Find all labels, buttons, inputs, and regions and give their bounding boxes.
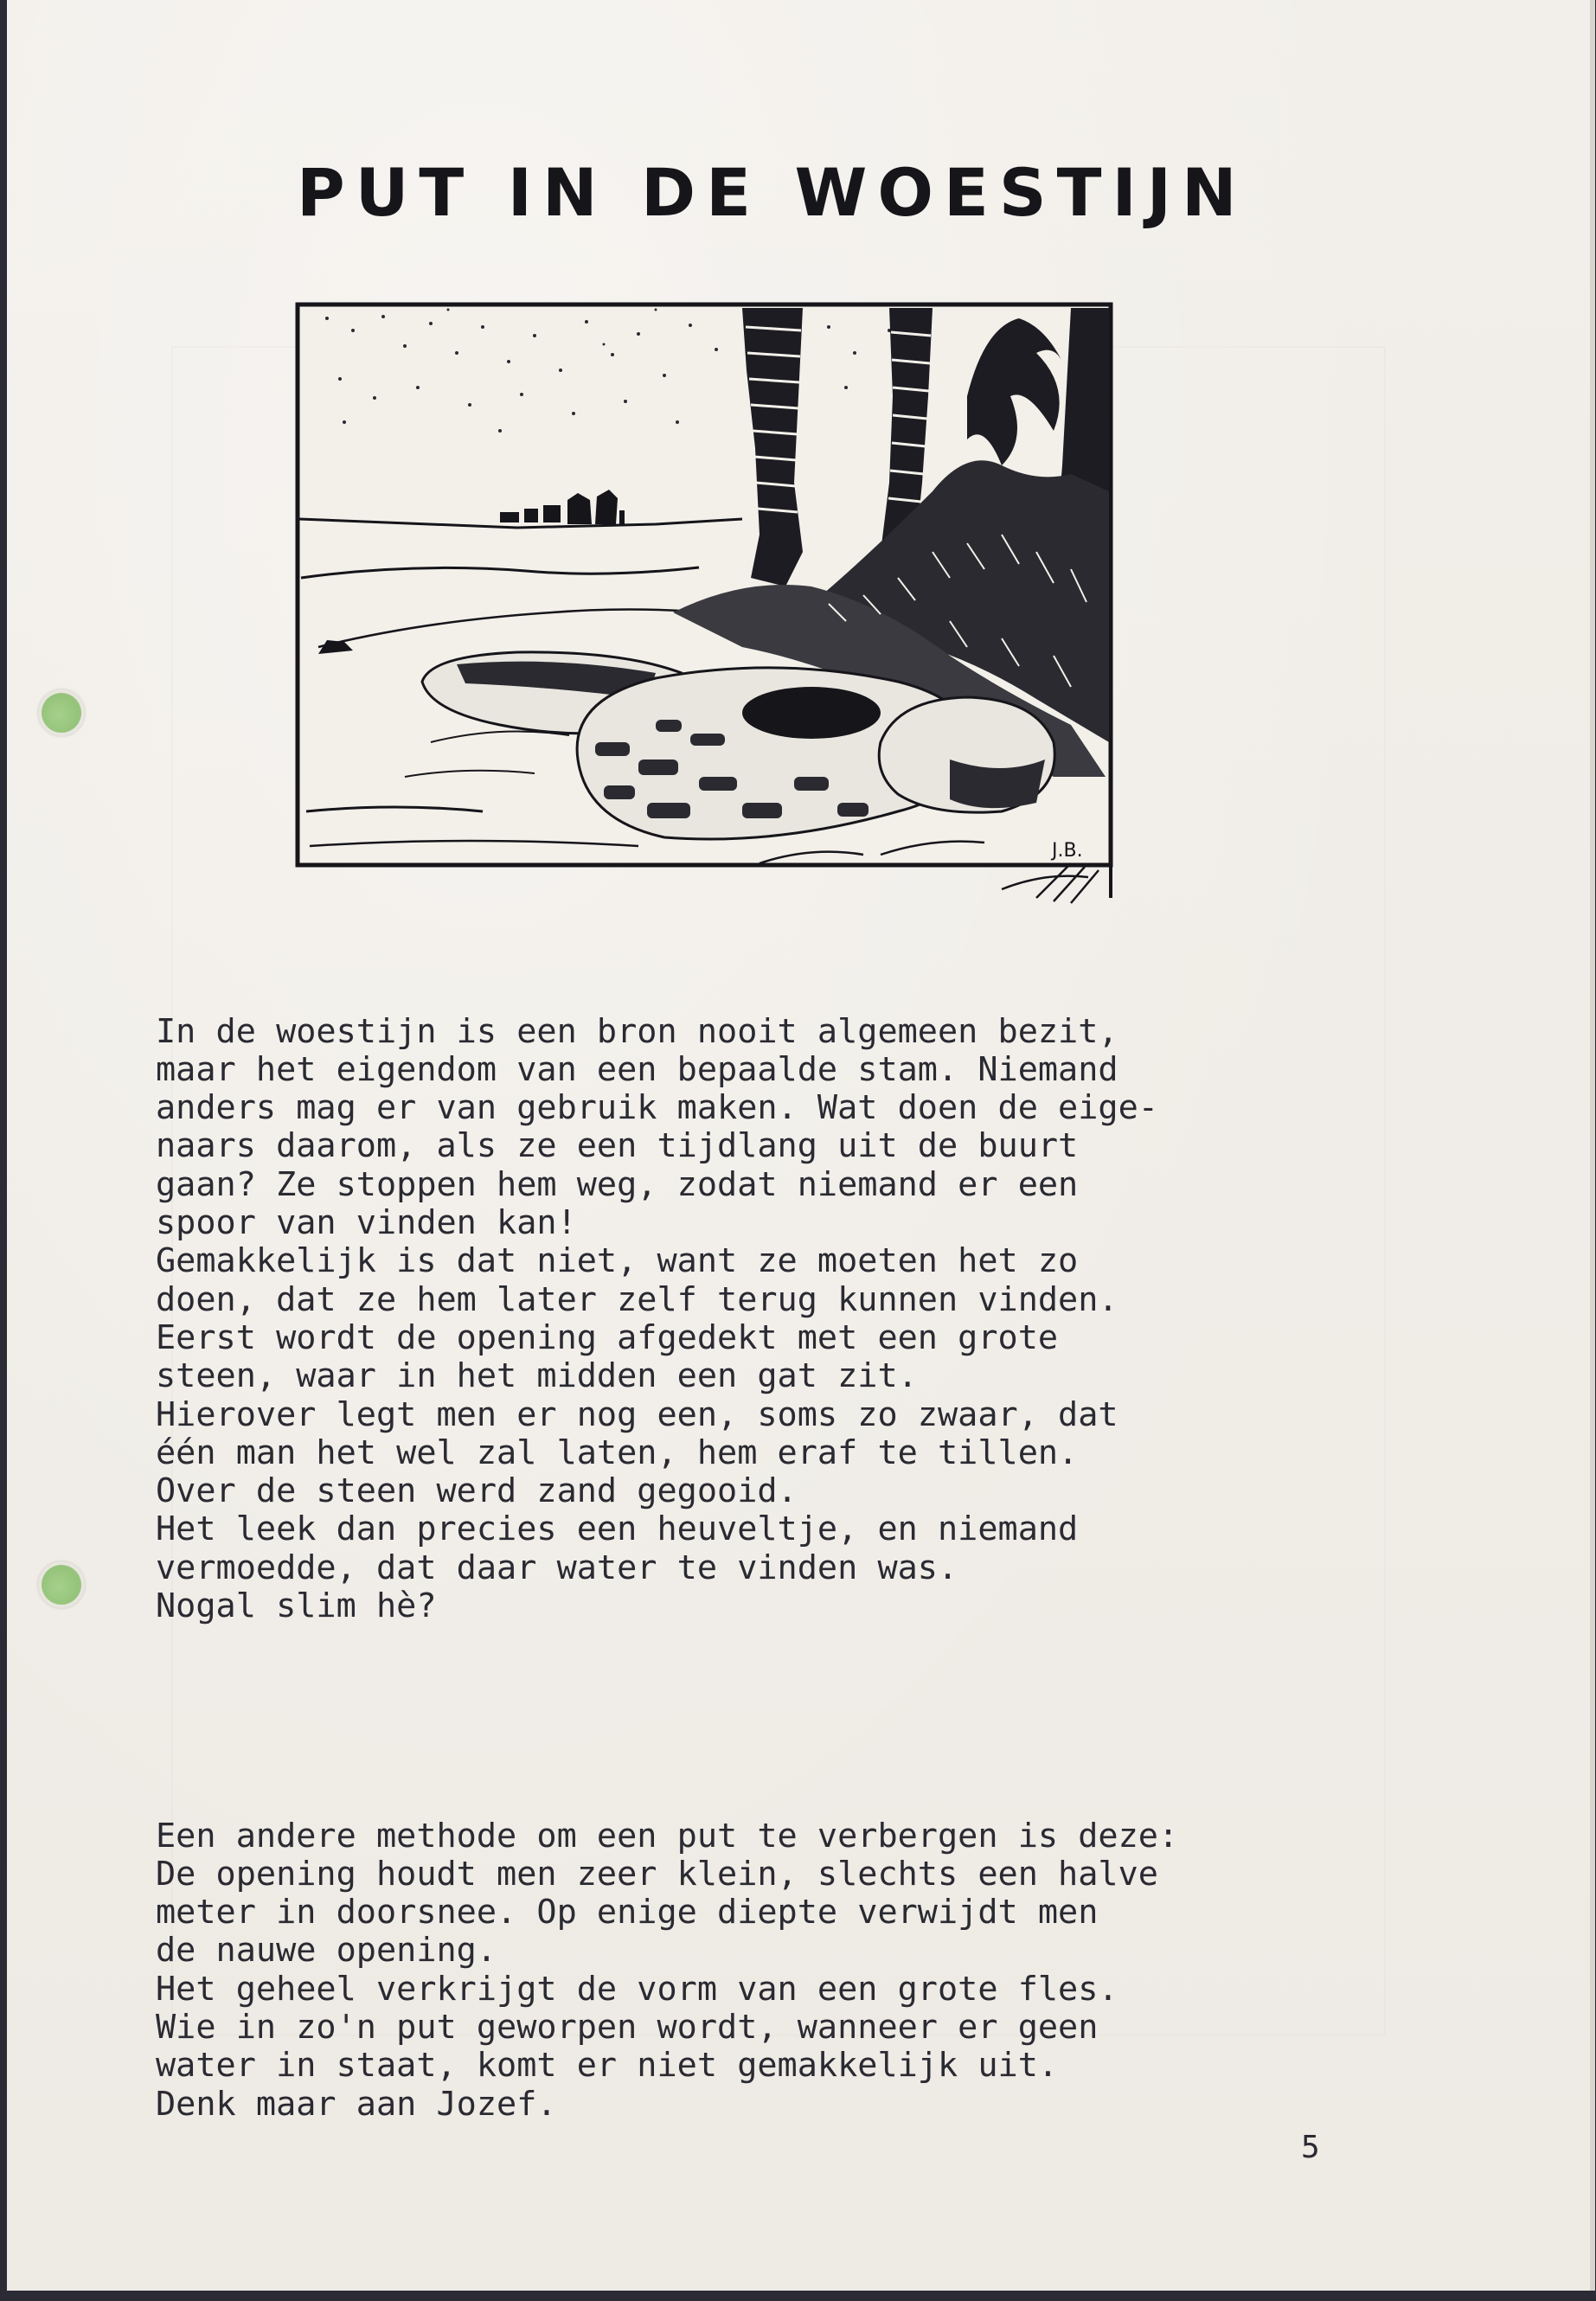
page-number: 5: [1301, 2130, 1320, 2165]
text-line: maar het eigendom van een bepaalde stam. Niemand: [156, 1049, 1118, 1089]
text-line: Denk maar aan Jozef.: [156, 2084, 557, 2124]
paragraph-gap: [156, 1702, 1436, 1740]
text-line: steen, waar in het midden een gat zit.: [156, 1356, 918, 1396]
text-line: Eerst wordt de opening afgedekt met een grote: [156, 1317, 1059, 1357]
paragraph-1: [156, 1013, 1436, 1626]
text-line: meter in doorsnee. Op enige diepte verwijdt men: [156, 1893, 1099, 1932]
page-title: PUT IN DE WOESTIJN: [297, 154, 1247, 231]
text-line: doen, dat ze hem later zelf terug kunnen vinden.: [156, 1279, 1118, 1319]
text-line: Hierover legt men er nog een, soms zo zwaar, dat: [156, 1394, 1118, 1434]
text-line: de nauwe opening.: [156, 1931, 497, 1971]
text-line: Een andere methode om een put te verbergen is deze:: [156, 1816, 1179, 1856]
text-line: vermoedde, dat daar water te vinden was.: [156, 1548, 958, 1587]
text-line: De opening houdt men zeer klein, slechts een halve: [156, 1854, 1158, 1894]
text-line: Wie in zo'n put geworpen wordt, wanneer er geen: [156, 2008, 1099, 2048]
illustrator-signature: J.B.: [1052, 840, 1083, 862]
text-line: In de woestijn is een bron nooit algemeen bezit,: [156, 1011, 1118, 1051]
paragraph-2: [156, 1817, 1436, 2124]
text-line: gaan? Ze stoppen hem weg, zodat niemand er een: [156, 1164, 1079, 1204]
illustration-drawing: [292, 292, 1118, 907]
text-line: Nogal slim hè?: [156, 1586, 437, 1626]
text-line: water in staat, komt er niet gemakkelijk uit.: [156, 2046, 1059, 2086]
text-line: spoor van vinden kan!: [156, 1203, 577, 1243]
text-line: Het geheel verkrijgt de vorm van een grote fles.: [156, 1969, 1118, 2009]
binder-hole-top: [38, 689, 85, 736]
text-line: naars daarom, als ze een tijdlang uit de buurt: [156, 1126, 1079, 1166]
desert-well-illustration: [292, 292, 1118, 907]
text-line: één man het wel zal laten, hem eraf te tillen.: [156, 1433, 1079, 1472]
text-line: Over de steen werd zand gegooid.: [156, 1471, 798, 1511]
article-body: [156, 936, 1436, 2201]
text-line: Gemakkelijk is dat niet, want ze moeten het zo: [156, 1241, 1079, 1281]
document-page: [7, 0, 1595, 2291]
binder-hole-bottom: [38, 1561, 85, 1608]
text-line: Het leek dan precies een heuveltje, en niemand: [156, 1509, 1079, 1549]
well-opening: [742, 687, 881, 739]
text-line: anders mag er van gebruik maken. Wat doen de eige-: [156, 1088, 1158, 1128]
